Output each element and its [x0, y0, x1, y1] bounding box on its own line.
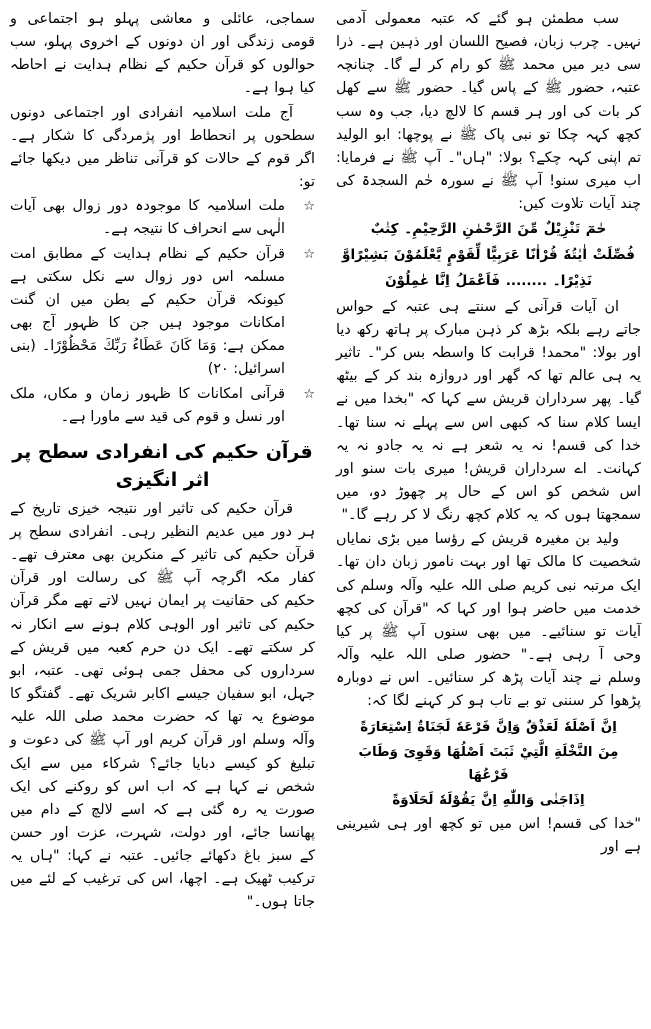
- hadith-quote-line: اِنَّ اَصْلَهٗ لَعَذْقٌ وَاِنَّ فَرْعَهٗ لَجَنَاةٌ اِسْتِعَارَةً: [360, 719, 617, 735]
- star-bullet-icon: ☆: [303, 246, 315, 262]
- quran-verse-line: فُصِّلَتْ اٰيٰتُهٗ قُرْاٰنًا عَرَبِيًّا لِّقَوْمٍ يَّعْلَمُوْنَ بَشِيْرًاوَّ: [342, 247, 635, 264]
- two-column-layout: [10, 8, 641, 1023]
- quran-verse-line: حٰمٓ تَنْزِيْلٌ مِّنَ الرَّحْمٰنِ الرَّحِيْمِ۔ كِتٰبٌ: [370, 221, 607, 238]
- list-item-text: ملت اسلامیہ کا موجودہ دور زوال بھی آیات الٰہی سے انحراف کا نتیجہ ہے۔: [10, 198, 285, 238]
- star-bullet-icon: ☆: [303, 386, 315, 402]
- list-item: [10, 243, 315, 382]
- paragraph: آج ملت اسلامیہ انفرادی اور اجتماعی دونوں سطحوں پر انحطاط اور پژمردگی کا شکار ہے۔ اگر قوم کے حالات کو قرآنی تناظر میں دیکھا جائے تو:: [10, 104, 315, 191]
- paragraph: سب مطمئن ہو گئے کہ عتبہ معمولی آدمی نہیں۔ چرب زبان، فصیح اللسان اور ذہین ہے۔ ذرا سی دیر میں محمد ﷺ کو رام کر لے گا۔ چنانچہ عتبہ، حضور ﷺ کے پاس گیا۔ حضور ﷺ سے کھل کر بات کی اور ہر قسم کا لالچ دیا، جب وہ سب کچھ کہہ چکا تو نبی پاک ﷺ نے پوچھا: ابو الولید تم اپنی کہہ چکے؟ بولا: "ہاں"۔ آپ ﷺ نے فرمایا: اب میری سنو! آپ ﷺ نے سورہ حٰم السجدۃ کی چند آیات تلاوت کیں:: [336, 11, 641, 213]
- list-item: [10, 383, 315, 429]
- hadith-quote-line: مِنَ النَّخْلَةِ الَّتِيْ ثَبَتَ اَصْلُهَا وَقَوِىَ وَطَابَ فَرْعُهَا: [358, 744, 619, 783]
- list-item-text: قرآنی امکانات کا ظہور زمان و مکاں، ملک اور نسل و قوم کی قید سے ماورا ہے۔: [10, 385, 285, 425]
- paragraph: سماجی، عائلی و معاشی پہلو ہو اجتماعی و قومی زندگی اور ان دونوں کے اخروی پہلو، سب حوالوں کو قرآن حکیم کے نظام ہدایت نے احاطہ کیا ہوا ہے۔: [10, 11, 315, 97]
- hadith-quote-line: اِذَاجَنٰى وَاللّٰهِ اِنَّ يَقُوْلَهٗ لَحَلَاوَةً: [392, 792, 585, 808]
- left-column: [10, 8, 315, 1023]
- star-bullet-icon: ☆: [303, 199, 315, 215]
- paragraph: ولید بن مغیرہ قریش کے رؤسا میں بڑی نمایاں شخصیت کا مالک تھا اور بہت نامور زبان دان تھا۔ ایک مرتبہ نبی کریم صلی اللہ علیہ وآلہ وسلم کی خدمت میں حاضر ہوا اور کہا کہ "قرآن کی کچھ آیات تو سنائیے۔ میں بھی سنوں آپ ﷺ پر کیا وحی آ رہی ہے۔" حضور صلی اللہ علیہ وآلہ وسلم نے چند آیات پڑھ کر سنائیں۔ اس نے دوبارہ پڑھوا کر سننی تو بے تاب ہو کر کہنے لگا کہ:: [336, 531, 641, 710]
- list-item: [10, 195, 315, 241]
- quran-verse-line: نَذِيْرًا۔ ........ فَاَعْمَلُ اِنَّا عٰمِلُوْنَ: [385, 272, 592, 289]
- right-column: [336, 8, 641, 1023]
- closing-line: "خدا کی قسم! اس میں تو کچھ اور ہی شیرینی ہے اور: [336, 815, 641, 855]
- paragraph: ان آیات قرآنی کے سنتے ہی عتبہ کے حواس جاتے رہے بلکہ بڑھ کر ذہن مبارک پر ہاتھ رکھ دیا اور بولا: "محمد! قرابت کا واسطہ بس کر"۔ تاثیر یہ ہی عالم تھا کہ گھر اور دروازہ بند کر کے بیٹھ گیا۔ پھر سرداران قریش سے کہا کہ "بخدا میں نے ایسا کلام سنا کہ کبھی اس سے پہلے نہ سنا تھا۔ خدا کی قسم! نہ یہ شعر ہے نہ یہ جادو نہ یہ کہانت۔ اے سرداران قریش! میری بات سنو اور اس شخص کو اس کے حال پر چھوڑ دو، میں سمجھتا ہوں کہ یہ کلام کچھ رنگ لا کر رہے گا۔": [336, 298, 641, 524]
- list-item-text: قرآن حکیم کے نظام ہدایت کے مطابق امت مسلمہ اس دور زوال سے نکل سکتی ہے کیونکہ قرآن حکیم کے بطن میں ان گنت امکانات موجود ہیں جن کا ظہور آج بھی ممکن ہے: وَمَا كَانَ عَطَاءُ رَبِّكَ مَحْظُوْرًا۔ (بنی اسرائیل: ۲۰): [10, 245, 285, 378]
- section-heading: قرآن حکیم کی انفرادی سطح پر اثر انگیزی: [12, 440, 313, 492]
- paragraph: قرآن حکیم کی تاثیر اور نتیجہ خیزی تاریخ کے ہر دور میں عدیم النظیر رہی۔ انفرادی سطح پر قرآن حکیم کی تاثیر کے منکرین بھی معترف تھے۔ کفار مکہ اگرچہ آپ ﷺ کی رسالت اور قرآن حکیم کی حقانیت پر ایمان نہیں لاتے تھے مگر قرآن حکیم کی تاثیر اور الوہی کلام ہونے سے انکار نہ کر سکتے تھے۔ ایک دن حرم کعبہ میں قریش کے سرداروں کی محفل جمی ہوئی تھی۔ عتبہ، ابو جہل، ابو سفیان جیسے اکابر شریک تھے۔ گفتگو کا موضوع یہ تھا کہ حضرت محمد صلی اللہ علیہ وآلہ وسلم اور قرآن کریم اور آپ ﷺ کی دعوت و تبلیغ کو کیسے دبایا جائے؟ شرکاء میں سے ایک شخص نے کہا ہے کہ اب اس کو روکنے کی ایک صورت یہ رہ گئی ہے کہ اسے لالچ کے دام میں پھانسا جائے، اور دولت، شہرت، عزت اور حسن کے سبز باغ دکھائے جائیں۔ عتبہ نے کہا: "ہاں یہ ترکیب ٹھیک ہے۔ اچھا، اس کی ترغیب کے لئے میں جاتا ہوں۔": [10, 500, 315, 911]
